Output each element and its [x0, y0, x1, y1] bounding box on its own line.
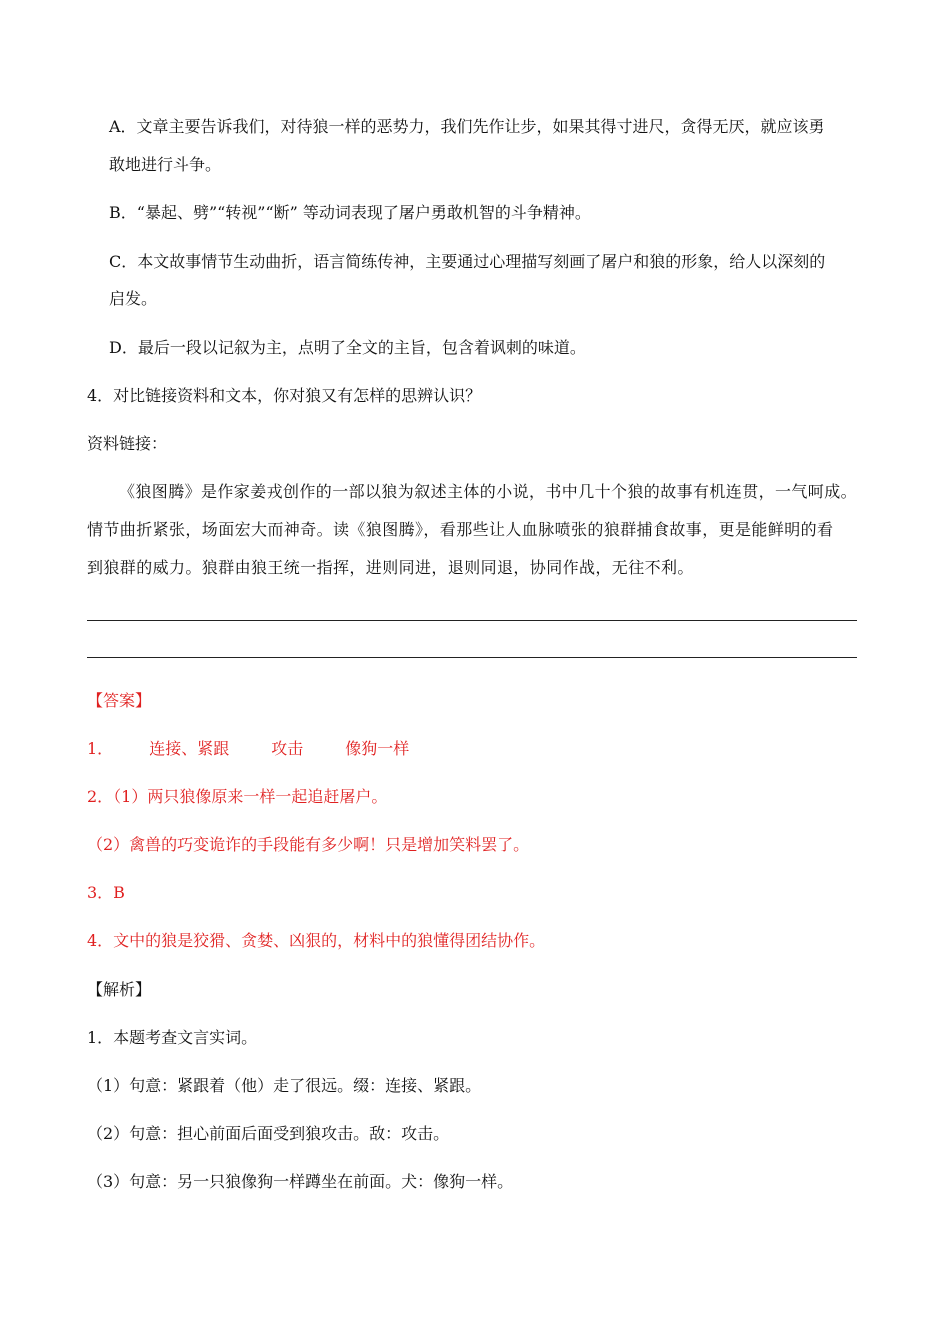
answer-2-line2: （2）禽兽的巧变诡诈的手段能有多少啊！只是增加笑料罢了。 — [87, 835, 530, 854]
option-c-line1: C．本文故事情节生动曲折，语言简练传神，主要通过心理描写刻画了屠户和狼的形象，给人以深刻的 — [109, 252, 826, 271]
material-line2: 情节曲折紧张，场面宏大而神奇。读《狼图腾》，看那些让人血脉喷张的狼群捕食故事，更是能鲜明的看 — [87, 520, 834, 539]
question4-prompt: 4．对比链接资料和文本，你对狼又有怎样的思辨认识？ — [87, 386, 482, 405]
analysis-heading: 【解析】 — [87, 980, 152, 999]
answer-blank-line-1 — [87, 620, 857, 621]
answer-blank-line-2 — [87, 657, 857, 658]
option-a-line1: A．文章主要告诉我们，对待狼一样的恶势力，我们先作让步，如果其得寸进尺，贪得无厌，就应该勇 — [109, 117, 825, 136]
option-d: D．最后一段以记叙为主，点明了全文的主旨，包含着讽刺的味道。 — [109, 338, 586, 357]
option-b: B．“暴起、劈”“转视”“断” 等动词表现了屠户勇敢机智的斗争精神。 — [109, 203, 591, 222]
answer-2-line1: 2．（1）两只狼像原来一样一起追赶屠户。 — [87, 787, 388, 806]
material-line1: 《狼图腾》是作家姜戎创作的一部以狼为叙述主体的小说，书中几十个狼的故事有机连贯，一气呵成。 — [119, 482, 858, 501]
answer-1-part1: 连接、紧跟 — [149, 739, 230, 758]
option-c-line2: 启发。 — [109, 289, 158, 308]
analysis-line3: （2）句意：担心前面后面受到狼攻击。敌：攻击。 — [87, 1124, 450, 1143]
answer-3: 3．B — [87, 883, 125, 902]
option-a-line2: 敢地进行斗争。 — [109, 155, 222, 174]
material-label: 资料链接： — [87, 434, 168, 453]
analysis-line1: 1．本题考查文言实词。 — [87, 1028, 258, 1047]
answer-1-number: 1． — [87, 739, 114, 758]
answer-1 — [87, 739, 409, 759]
answer-1-part2: 攻击 — [271, 739, 304, 758]
analysis-line4: （3）句意：另一只狼像狗一样蹲坐在前面。犬：像狗一样。 — [87, 1172, 514, 1191]
answer-4: 4．文中的狼是狡猾、贪婪、凶狠的，材料中的狼懂得团结协作。 — [87, 931, 546, 950]
material-line3: 到狼群的威力。狼群由狼王统一指挥，进则同进，退则同退，协同作战，无往不利。 — [87, 558, 694, 577]
answer-heading: 【答案】 — [87, 691, 152, 710]
analysis-line2: （1）句意：紧跟着（他）走了很远。缀：连接、紧跟。 — [87, 1076, 482, 1095]
answer-1-part3: 像狗一样 — [345, 739, 410, 758]
